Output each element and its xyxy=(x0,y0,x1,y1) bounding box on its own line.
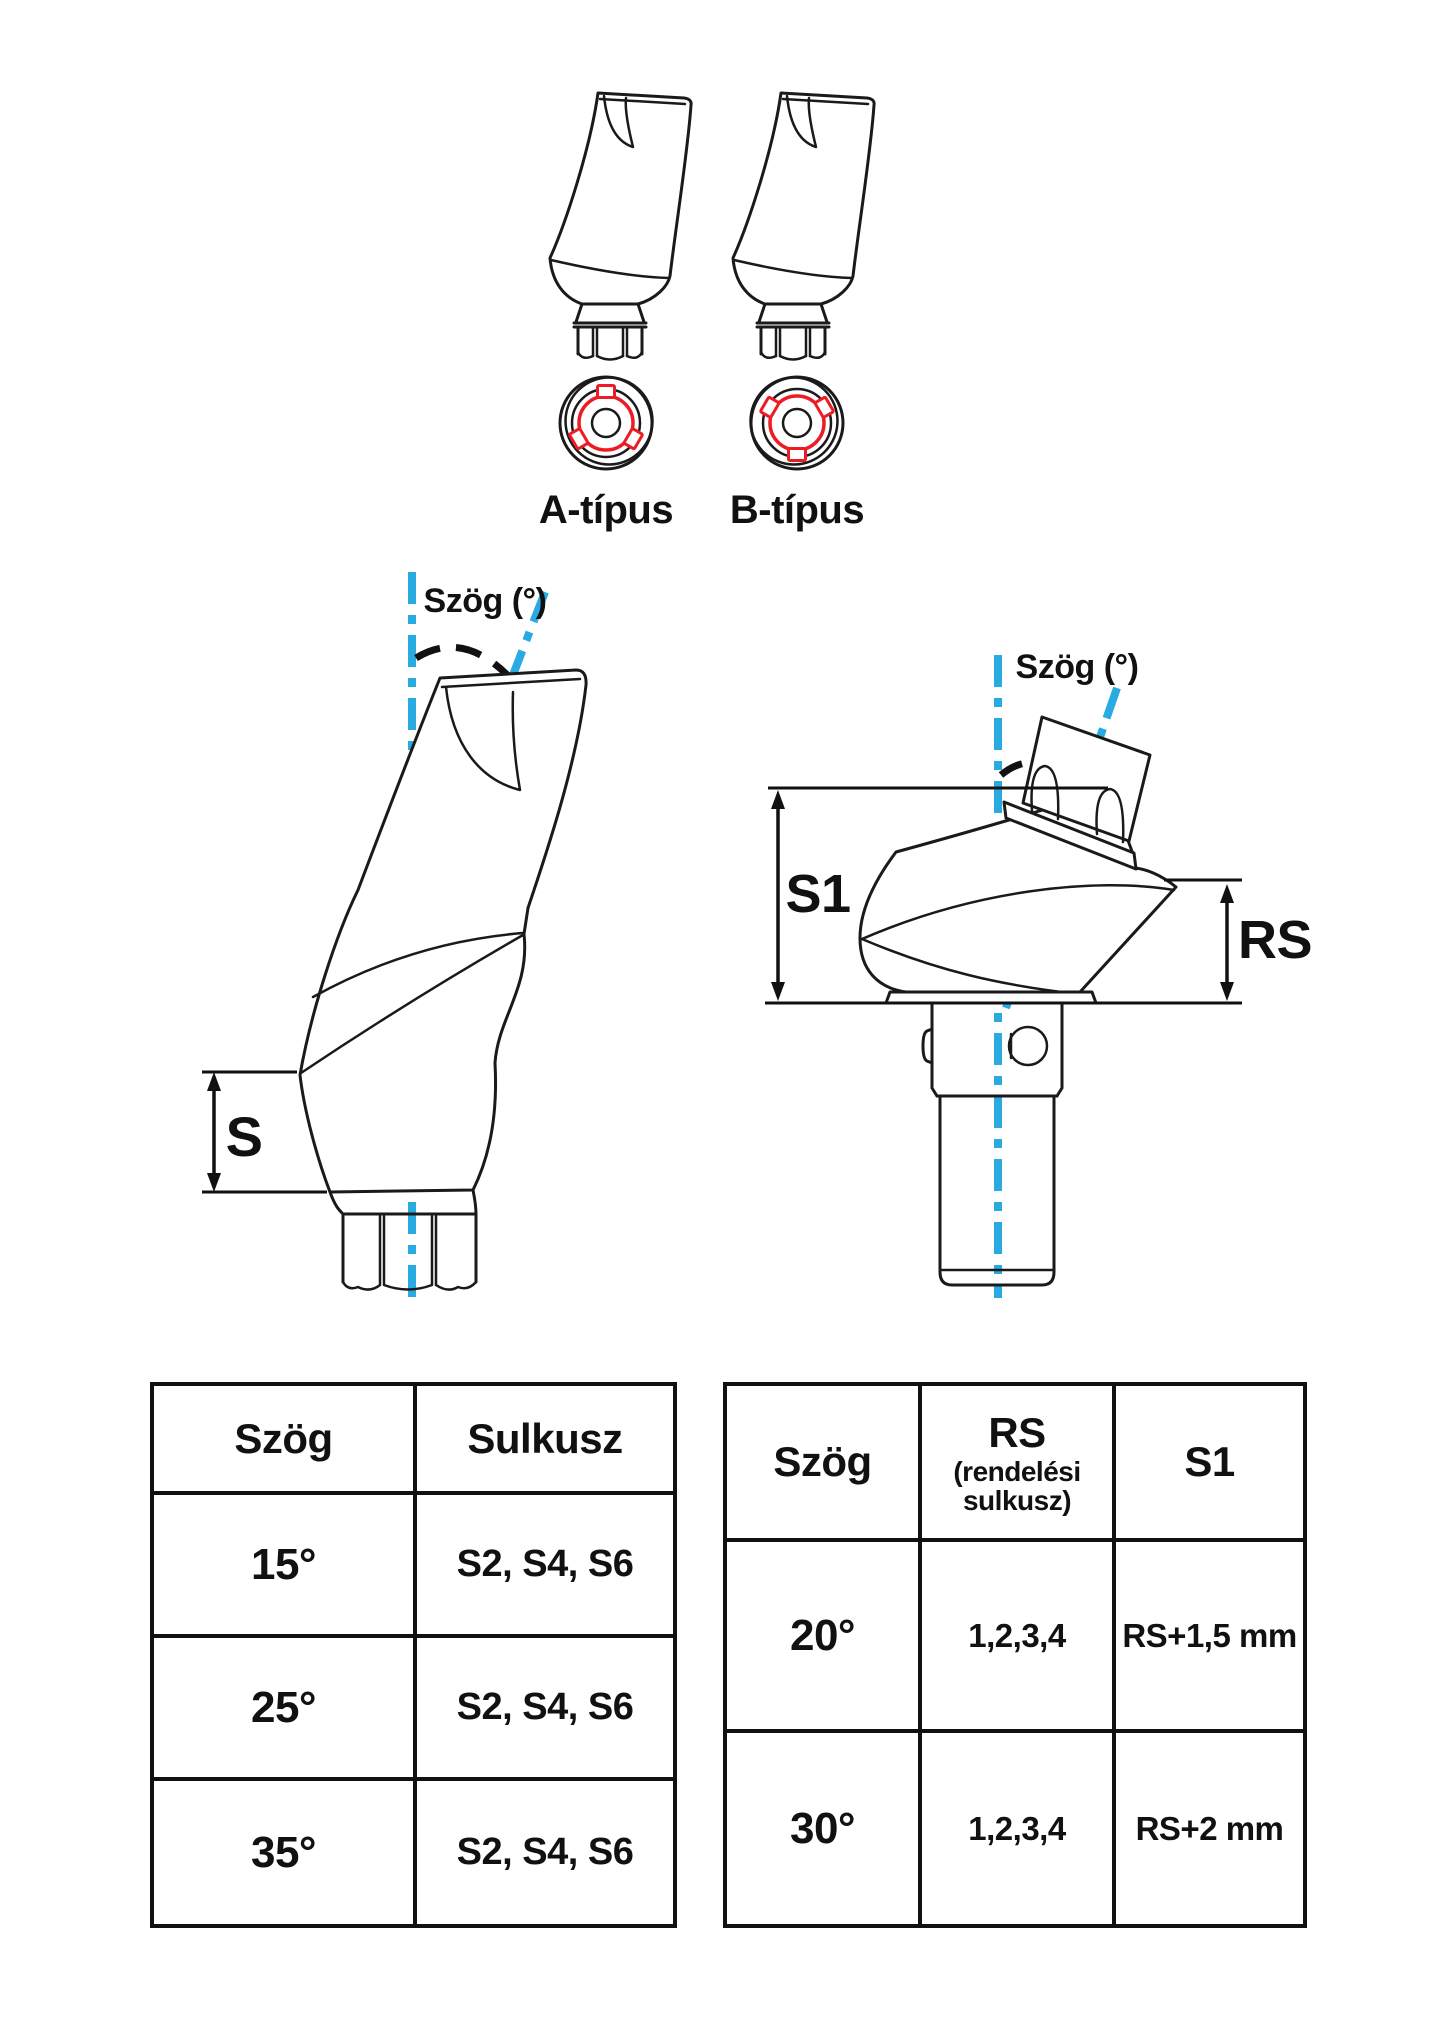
right-table-header-rs xyxy=(922,1386,1116,1542)
table-cell: S2, S4, S6 xyxy=(417,1495,673,1638)
rs-label: RS xyxy=(1237,910,1313,970)
s1-label: S1 xyxy=(785,864,851,924)
rs-header-main: RS xyxy=(988,1408,1046,1456)
angle-label: Szög (°) xyxy=(1015,648,1139,686)
table-cell: S2, S4, S6 xyxy=(456,1831,634,1873)
table-cell: 1,2,3,4 xyxy=(922,1733,1116,1924)
table-cell: 35° xyxy=(154,1781,417,1924)
angle-rs-s1-table xyxy=(723,1382,1307,1928)
table-cell: S2, S4, S6 xyxy=(417,1638,673,1781)
right-table-header-szog: Szög xyxy=(727,1386,922,1542)
s-label: S xyxy=(225,1105,263,1168)
right-table-header-s1: S1 xyxy=(1116,1386,1303,1542)
left-table-header-szog: Szög xyxy=(154,1386,417,1495)
table-cell: 20° xyxy=(727,1542,922,1733)
rs-header-sub: (rendelési sulkusz) xyxy=(953,1455,1081,1516)
angled-abutment-diagram xyxy=(140,560,620,1305)
type-b-label: B-típus xyxy=(729,488,865,532)
angle-label: Szög (°) xyxy=(423,582,547,620)
table-cell: RS+2 mm xyxy=(1135,1809,1284,1847)
multiunit-abutment-diagram xyxy=(740,640,1320,1305)
type-a-label: A-típus xyxy=(538,488,674,532)
table-cell: 1,2,3,4 xyxy=(922,1542,1116,1733)
table-cell: 15° xyxy=(154,1495,417,1638)
cross-section-b xyxy=(751,377,844,469)
table-cell: 30° xyxy=(727,1733,922,1924)
abutment-types-figure xyxy=(520,55,900,530)
angle-sulcus-table xyxy=(150,1382,677,1928)
abutment-a-side-view xyxy=(550,93,691,360)
table-cell: 25° xyxy=(154,1638,417,1781)
cross-section-a xyxy=(560,377,653,469)
abutment-b-side-view xyxy=(733,93,874,360)
abutment-outline xyxy=(300,670,586,1290)
multiunit-outline xyxy=(860,717,1176,1285)
table-cell: RS+1,5 mm xyxy=(1116,1542,1303,1733)
left-table-header-sulkusz: Sulkusz xyxy=(417,1386,673,1495)
rs-dimension xyxy=(1164,880,1242,1001)
